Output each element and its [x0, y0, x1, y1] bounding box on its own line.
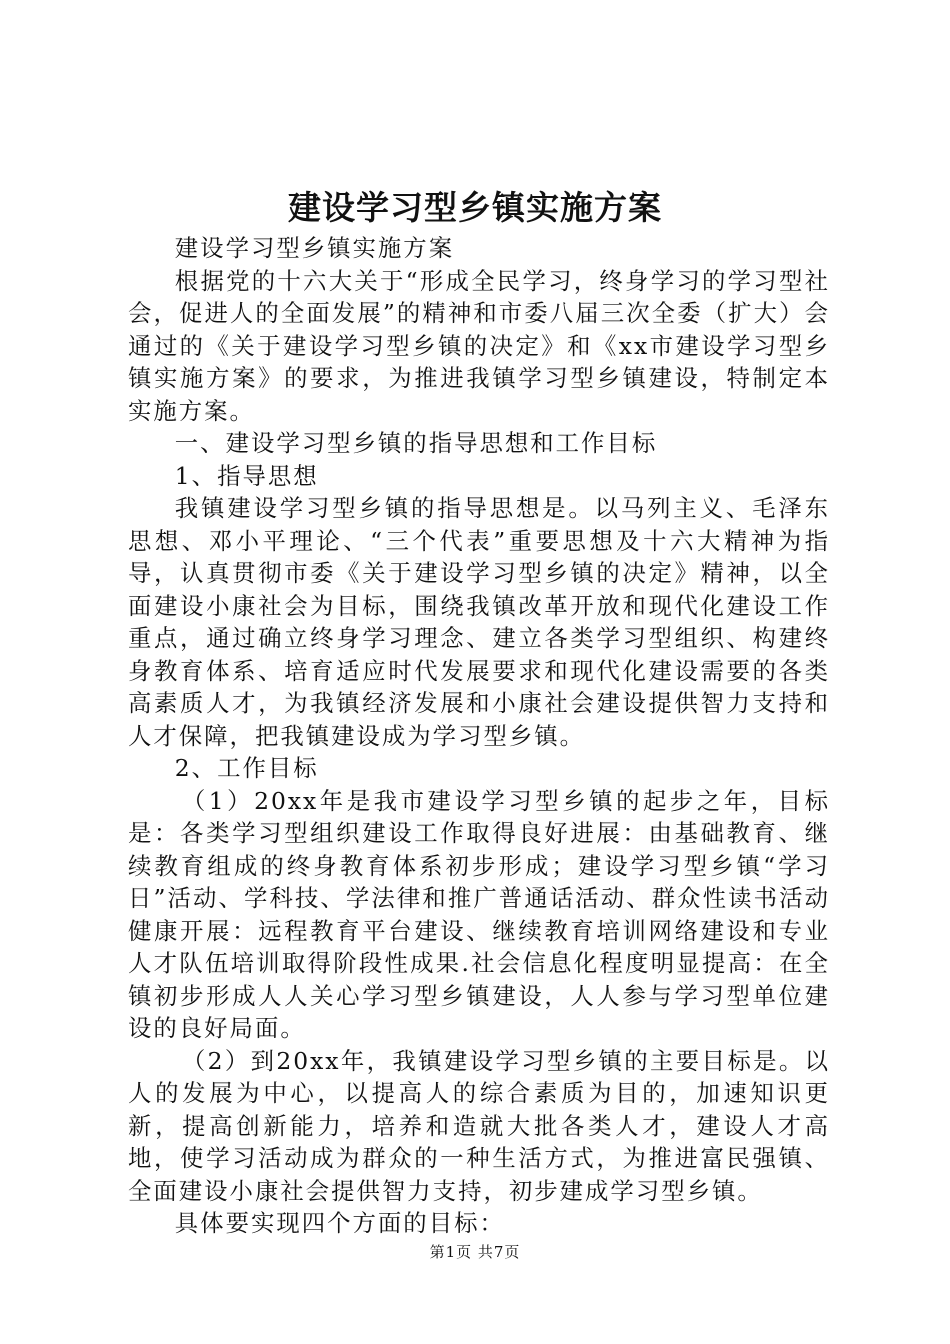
goal-item-paragraph: （2）到20xx年，我镇建设学习型乡镇的主要目标是。以人的发展为中心，以提高人的综合素质为目的，加速知识更新，提高创新能力，培养和造就大批各类人才，建设人才高地，使学习活动成为群众的一种生活方式，为推进富民强镇、全面建设小康社会提供智力支持，初步建成学习型乡镇。: [128, 1046, 830, 1205]
goals-summary-paragraph: 具体要实现四个方面的目标：: [174, 1209, 505, 1237]
subsection-heading: 1、指导思想: [174, 461, 319, 490]
subsection-heading: 2、工作目标: [174, 754, 319, 782]
goal-item-paragraph: （1）20xx年是我市建设学习型乡镇的起步之年，目标是：各类学习型组织建设工作取得良好进展：由基础教育、继续教育组成的终身教育体系初步形成；建设学习型乡镇“学习日”活动、学科技、学法律和推广普通话活动、群众性读书活动健康开展：远程教育平台建设、继续教育培训网络建设和专业人才队伍培训取得阶段性成果.社会信息化程度明显提高：在全镇初步形成人人关心学习型乡镇建设，人人参与学习型单位建设的良好局面。: [128, 786, 830, 1042]
page-number: 第1页 共7页: [429, 1243, 521, 1261]
guiding-ideology-paragraph: 我镇建设学习型乡镇的指导思想是。以马列主义、毛泽东思想、邓小平理论、“三个代表”重要思想及十六大精神为指导，认真贯彻市委《关于建设学习型乡镇的决定》精神，以全面建设小康社会为目标，围绕我镇改革开放和现代化建设工作重点，通过确立终身学习理念、建立各类学习型组织、构建终身教育体系、培育适应时代发展要求和现代化建设需要的各类高素质人才，为我镇经济发展和小康社会建设提供智力支持和人才保障，把我镇建设成为学习型乡镇。: [128, 494, 830, 750]
document-body: [128, 232, 830, 1240]
subtitle-paragraph: 建设学习型乡镇实施方案: [174, 234, 455, 262]
intro-paragraph: 根据党的十六大关于“形成全民学习，终身学习的学习型社会，促进人的全面发展”的精神和市委八届三次全委（扩大）会通过的《关于建设学习型乡镇的决定》和《xx市建设学习型乡镇实施方案》的要求，为推进我镇学习型乡镇建设，特制定本实施方案。: [128, 266, 830, 425]
section-heading: 一、建设学习型乡镇的指导思想和工作目标: [174, 429, 658, 457]
document-title: 建设学习型乡镇实施方案: [288, 188, 662, 227]
